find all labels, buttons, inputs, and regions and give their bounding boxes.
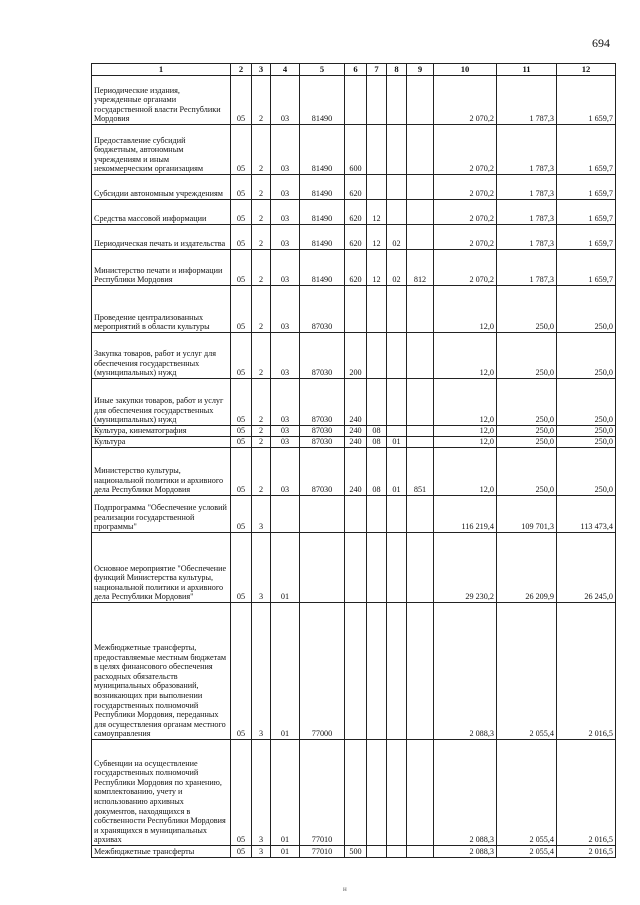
table-row — [92, 603, 616, 740]
table-cell: 500 — [345, 846, 367, 858]
table-row — [92, 496, 616, 533]
column-header: 5 — [300, 64, 345, 76]
table-cell: 05 — [231, 125, 252, 175]
table-cell: 2 070,2 — [434, 225, 497, 250]
table-cell: 29 230,2 — [434, 533, 497, 603]
table-cell: 87030 — [300, 426, 345, 437]
table-cell: 620 — [345, 175, 367, 200]
table-cell: 12,0 — [434, 437, 497, 448]
table-cell: 2 088,3 — [434, 603, 497, 740]
table-cell: 240 — [345, 437, 367, 448]
table-cell: 26 245,0 — [557, 533, 616, 603]
row-label-cell: Субсидии автономным учреждениям — [92, 175, 231, 200]
table-cell: 03 — [271, 448, 300, 496]
table-cell: 2 — [252, 379, 271, 426]
table-body — [92, 76, 616, 858]
footer-mark: н — [343, 885, 347, 893]
column-header: 7 — [367, 64, 387, 76]
table-row — [92, 740, 616, 846]
table-cell: 05 — [231, 76, 252, 125]
table-cell: 620 — [345, 225, 367, 250]
table-cell: 3 — [252, 533, 271, 603]
table-cell — [407, 426, 434, 437]
table-cell: 250,0 — [497, 333, 557, 379]
table-cell — [271, 496, 300, 533]
table-cell — [407, 846, 434, 858]
table-cell: 250,0 — [497, 437, 557, 448]
row-label-cell: Министерство культуры, национальной политики и архивного дела Республики Мордовия — [92, 448, 231, 496]
table-cell — [407, 225, 434, 250]
table-cell: 200 — [345, 333, 367, 379]
table-cell: 03 — [271, 125, 300, 175]
column-header: 8 — [387, 64, 407, 76]
table-row — [92, 125, 616, 175]
table-cell: 3 — [252, 740, 271, 846]
table-cell: 87030 — [300, 437, 345, 448]
table-cell: 250,0 — [497, 448, 557, 496]
table-cell: 2 016,5 — [557, 603, 616, 740]
table-cell: 05 — [231, 740, 252, 846]
table-cell: 2 — [252, 225, 271, 250]
column-header: 10 — [434, 64, 497, 76]
table-cell — [407, 379, 434, 426]
table-cell: 2 — [252, 426, 271, 437]
table-row — [92, 448, 616, 496]
table-cell: 12 — [367, 250, 387, 286]
table-cell: 1 787,3 — [497, 76, 557, 125]
table-cell — [345, 286, 367, 333]
table-cell — [367, 533, 387, 603]
table-cell — [367, 496, 387, 533]
table-cell: 250,0 — [557, 426, 616, 437]
table-row — [92, 175, 616, 200]
table-cell: 12,0 — [434, 379, 497, 426]
table-cell: 08 — [367, 448, 387, 496]
table-cell: 05 — [231, 426, 252, 437]
table-cell — [407, 333, 434, 379]
table-cell: 03 — [271, 379, 300, 426]
table-cell: 08 — [367, 426, 387, 437]
table-cell: 05 — [231, 533, 252, 603]
row-label-cell: Министерство печати и информации Республики Мордовия — [92, 250, 231, 286]
table-cell: 03 — [271, 225, 300, 250]
table-cell: 81490 — [300, 76, 345, 125]
table-cell — [387, 175, 407, 200]
table-cell: 1 787,3 — [497, 200, 557, 225]
table-cell: 1 659,7 — [557, 175, 616, 200]
table-cell: 81490 — [300, 175, 345, 200]
table-cell: 05 — [231, 379, 252, 426]
table-cell: 12,0 — [434, 426, 497, 437]
table-row — [92, 846, 616, 858]
table-cell: 81490 — [300, 250, 345, 286]
column-header: 11 — [497, 64, 557, 76]
table-row — [92, 76, 616, 125]
table-cell: 109 701,3 — [497, 496, 557, 533]
table-cell: 01 — [387, 437, 407, 448]
table-cell — [387, 286, 407, 333]
table-cell: 01 — [271, 740, 300, 846]
table-cell: 87030 — [300, 286, 345, 333]
table-cell — [387, 200, 407, 225]
table-cell: 620 — [345, 200, 367, 225]
table-cell — [407, 740, 434, 846]
table-cell — [387, 76, 407, 125]
table-cell: 250,0 — [557, 333, 616, 379]
row-label-cell: Основное мероприятие "Обеспечение функций Министерства культуры, национальной политики и архивного дела Республики Мордовия" — [92, 533, 231, 603]
table-cell: 81490 — [300, 200, 345, 225]
table-cell — [367, 76, 387, 125]
table-cell: 1 659,7 — [557, 225, 616, 250]
table-row — [92, 437, 616, 448]
table-cell — [407, 175, 434, 200]
row-label-cell: Субвенции на осуществление государственных полномочий Республики Мордовия по хранению, комплектованию, учету и использованию архивных документов, находящихся в собственности Республики Мордовия и хранящихся в муниципальных архивах — [92, 740, 231, 846]
table-cell: 620 — [345, 250, 367, 286]
table-cell — [407, 200, 434, 225]
table-cell: 05 — [231, 496, 252, 533]
table-cell: 12,0 — [434, 333, 497, 379]
table-cell: 2 — [252, 437, 271, 448]
table-cell: 03 — [271, 76, 300, 125]
table-cell: 03 — [271, 437, 300, 448]
table-cell: 77010 — [300, 846, 345, 858]
table-cell: 812 — [407, 250, 434, 286]
table-cell: 05 — [231, 333, 252, 379]
table-cell — [345, 496, 367, 533]
table-cell: 1 787,3 — [497, 250, 557, 286]
header-row — [92, 64, 616, 76]
table-cell: 77010 — [300, 740, 345, 846]
table-cell: 600 — [345, 125, 367, 175]
table-cell — [367, 125, 387, 175]
table-cell: 12,0 — [434, 448, 497, 496]
table-cell: 2 — [252, 200, 271, 225]
table-cell: 2 055,4 — [497, 846, 557, 858]
table-cell — [367, 379, 387, 426]
row-label-cell: Проведение централизованных мероприятий в области культуры — [92, 286, 231, 333]
row-label-cell: Культура, кинематография — [92, 426, 231, 437]
table-row — [92, 200, 616, 225]
table-cell — [345, 603, 367, 740]
table-cell — [387, 333, 407, 379]
table-cell — [387, 379, 407, 426]
table-cell: 03 — [271, 200, 300, 225]
table-cell — [387, 603, 407, 740]
table-cell: 2 016,5 — [557, 846, 616, 858]
table-cell: 01 — [387, 448, 407, 496]
column-header: 2 — [231, 64, 252, 76]
table-cell — [387, 740, 407, 846]
table-cell: 240 — [345, 426, 367, 437]
table-cell: 3 — [252, 496, 271, 533]
table-row — [92, 379, 616, 426]
row-label-cell: Межбюджетные трансферты — [92, 846, 231, 858]
table-cell: 2 — [252, 76, 271, 125]
table-cell: 1 659,7 — [557, 76, 616, 125]
table-cell: 1 659,7 — [557, 200, 616, 225]
table-cell: 2 088,3 — [434, 846, 497, 858]
table-cell — [367, 333, 387, 379]
budget-table — [91, 63, 616, 858]
table-cell: 05 — [231, 250, 252, 286]
table-cell: 26 209,9 — [497, 533, 557, 603]
column-header: 9 — [407, 64, 434, 76]
table-cell — [387, 846, 407, 858]
table-cell — [387, 533, 407, 603]
column-header: 4 — [271, 64, 300, 76]
table-cell: 2 070,2 — [434, 76, 497, 125]
table-cell — [367, 603, 387, 740]
table-cell: 2 — [252, 286, 271, 333]
table-cell: 87030 — [300, 333, 345, 379]
table-cell: 250,0 — [557, 437, 616, 448]
table-cell: 250,0 — [497, 286, 557, 333]
table-cell — [367, 175, 387, 200]
table-cell: 1 659,7 — [557, 125, 616, 175]
table-cell — [407, 603, 434, 740]
table-cell: 3 — [252, 846, 271, 858]
table-cell: 87030 — [300, 379, 345, 426]
table-cell: 05 — [231, 225, 252, 250]
table-cell: 12 — [367, 225, 387, 250]
table-cell: 1 659,7 — [557, 250, 616, 286]
column-header: 3 — [252, 64, 271, 76]
table-cell: 2 — [252, 125, 271, 175]
page-number: 694 — [592, 36, 610, 50]
table-cell — [367, 286, 387, 333]
table-cell — [345, 76, 367, 125]
table-cell — [407, 496, 434, 533]
table-cell: 2 088,3 — [434, 740, 497, 846]
table-cell: 02 — [387, 225, 407, 250]
table-cell: 851 — [407, 448, 434, 496]
table-cell — [367, 846, 387, 858]
table-cell: 05 — [231, 175, 252, 200]
table-cell: 250,0 — [557, 286, 616, 333]
table-cell: 1 787,3 — [497, 125, 557, 175]
table-cell: 240 — [345, 379, 367, 426]
table-cell: 2 070,2 — [434, 200, 497, 225]
table-cell: 250,0 — [557, 379, 616, 426]
table-cell — [407, 125, 434, 175]
table-cell: 01 — [271, 846, 300, 858]
table-cell: 05 — [231, 846, 252, 858]
table-cell: 03 — [271, 175, 300, 200]
table-row — [92, 333, 616, 379]
table-cell: 05 — [231, 448, 252, 496]
table-cell — [407, 286, 434, 333]
table-cell — [407, 76, 434, 125]
table-cell: 12,0 — [434, 286, 497, 333]
table-cell: 2 — [252, 175, 271, 200]
table-cell — [387, 426, 407, 437]
table-cell: 113 473,4 — [557, 496, 616, 533]
table-row — [92, 286, 616, 333]
table-cell: 03 — [271, 333, 300, 379]
column-header: 1 — [92, 64, 231, 76]
table-cell: 01 — [271, 533, 300, 603]
row-label-cell: Подпрограмма "Обеспечение условий реализации государственной программы" — [92, 496, 231, 533]
table-cell: 2 055,4 — [497, 740, 557, 846]
row-label-cell: Средства массовой информации — [92, 200, 231, 225]
table-cell: 240 — [345, 448, 367, 496]
table-cell: 81490 — [300, 225, 345, 250]
table-cell: 05 — [231, 286, 252, 333]
table-cell: 3 — [252, 603, 271, 740]
table-cell — [300, 496, 345, 533]
column-header: 6 — [345, 64, 367, 76]
table-cell — [345, 533, 367, 603]
row-label-cell: Предоставление субсидий бюджетным, автономным учреждениям и иным некоммерческим организациям — [92, 125, 231, 175]
table-cell: 12 — [367, 200, 387, 225]
table-cell: 05 — [231, 200, 252, 225]
row-label-cell: Закупка товаров, работ и услуг для обеспечения государственных (муниципальных) нужд — [92, 333, 231, 379]
table-cell: 08 — [367, 437, 387, 448]
table-cell: 1 787,3 — [497, 175, 557, 200]
table-cell: 2 — [252, 333, 271, 379]
row-label-cell: Межбюджетные трансферты, предоставляемые местным бюджетам в целях финансового обеспечения расходных обязательств муниципальных образований, возникающих при выполнении государственных полномочий Республики Мордовия, переданных для осуществления органам местного самоуправления — [92, 603, 231, 740]
table-cell: 01 — [271, 603, 300, 740]
row-label-cell: Иные закупки товаров, работ и услуг для обеспечения государственных (муниципальных) нужд — [92, 379, 231, 426]
table-cell — [367, 740, 387, 846]
table-cell: 2 055,4 — [497, 603, 557, 740]
table-cell: 03 — [271, 250, 300, 286]
table-cell: 250,0 — [497, 426, 557, 437]
table-cell — [300, 533, 345, 603]
table-cell: 2 070,2 — [434, 250, 497, 286]
table-cell — [387, 125, 407, 175]
table-cell: 87030 — [300, 448, 345, 496]
table-cell: 77000 — [300, 603, 345, 740]
table-cell: 250,0 — [557, 448, 616, 496]
table-cell: 1 787,3 — [497, 225, 557, 250]
table-cell: 02 — [387, 250, 407, 286]
table-cell: 2 — [252, 448, 271, 496]
table-cell: 81490 — [300, 125, 345, 175]
row-label-cell: Периодические издания, учрежденные органами государственной власти Республики Мордовия — [92, 76, 231, 125]
table-cell — [407, 533, 434, 603]
table-cell: 05 — [231, 603, 252, 740]
table-row — [92, 533, 616, 603]
table-cell: 03 — [271, 426, 300, 437]
table-cell: 2 070,2 — [434, 125, 497, 175]
table-cell — [387, 496, 407, 533]
table-cell — [407, 437, 434, 448]
row-label-cell: Периодическая печать и издательства — [92, 225, 231, 250]
table-cell: 250,0 — [497, 379, 557, 426]
table-row — [92, 250, 616, 286]
table-cell: 2 — [252, 250, 271, 286]
table-cell: 05 — [231, 437, 252, 448]
table-row — [92, 225, 616, 250]
row-label-cell: Культура — [92, 437, 231, 448]
table-cell: 2 016,5 — [557, 740, 616, 846]
table-cell: 116 219,4 — [434, 496, 497, 533]
column-header: 12 — [557, 64, 616, 76]
table-row — [92, 426, 616, 437]
table-cell: 2 070,2 — [434, 175, 497, 200]
table-cell: 03 — [271, 286, 300, 333]
table-cell — [345, 740, 367, 846]
